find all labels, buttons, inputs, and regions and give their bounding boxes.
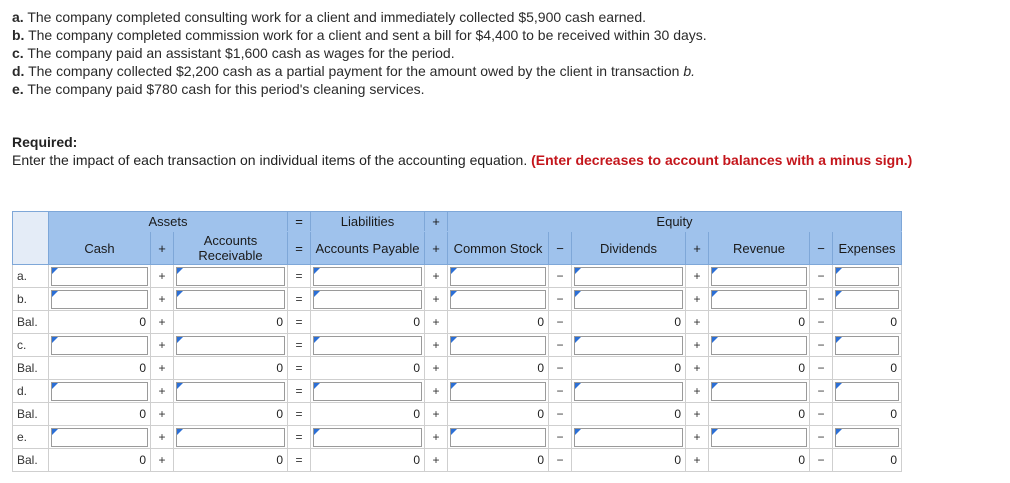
- input-marker-icon: [836, 268, 842, 274]
- eq-operator: =: [288, 380, 311, 403]
- input-marker-icon: [314, 291, 320, 297]
- cash-input[interactable]: [51, 290, 148, 309]
- input-marker-icon: [177, 429, 183, 435]
- transaction-row: [13, 426, 902, 449]
- accounts-payable-balance: 0: [311, 403, 425, 426]
- accounts-receivable-input[interactable]: [176, 267, 285, 286]
- plus-operator: +: [425, 380, 448, 403]
- minus-operator: −: [810, 380, 833, 403]
- revenue-cell: [709, 265, 810, 288]
- minus-op-header: −: [549, 232, 572, 265]
- eq-operator: =: [288, 449, 311, 472]
- accounts-payable-header: Accounts Payable: [311, 232, 425, 265]
- minus-operator: −: [549, 357, 572, 380]
- input-marker-icon: [575, 268, 581, 274]
- row-label: b.: [13, 288, 49, 311]
- revenue-input[interactable]: [711, 428, 807, 447]
- expenses-input[interactable]: [835, 428, 899, 447]
- plus-op-header: +: [425, 232, 448, 265]
- revenue-cell: [709, 426, 810, 449]
- input-marker-icon: [177, 268, 183, 274]
- cash-input[interactable]: [51, 267, 148, 286]
- expenses-cell: [833, 265, 902, 288]
- accounts-payable-input[interactable]: [313, 290, 422, 309]
- expenses-input[interactable]: [835, 290, 899, 309]
- minus-operator: −: [549, 311, 572, 334]
- accounts-receivable-balance: 0: [174, 449, 288, 472]
- transaction-list: [12, 8, 707, 98]
- revenue-cell: [709, 288, 810, 311]
- input-marker-icon: [712, 429, 718, 435]
- plus-op-header: +: [151, 232, 174, 265]
- expenses-cell: [833, 426, 902, 449]
- plus-op-header: +: [686, 232, 709, 265]
- minus-operator: −: [810, 265, 833, 288]
- transaction-row: [13, 380, 902, 403]
- revenue-input[interactable]: [711, 382, 807, 401]
- input-marker-icon: [575, 429, 581, 435]
- accounts-receivable-cell: [174, 334, 288, 357]
- minus-operator: −: [810, 403, 833, 426]
- common-stock-input[interactable]: [450, 382, 546, 401]
- expenses-balance: 0: [833, 311, 902, 334]
- revenue-balance: 0: [709, 403, 810, 426]
- dividends-balance: 0: [572, 311, 686, 334]
- plus-operator: +: [425, 449, 448, 472]
- minus-operator: −: [810, 288, 833, 311]
- plus-operator: +: [151, 403, 174, 426]
- dividends-input[interactable]: [574, 382, 683, 401]
- revenue-cell: [709, 380, 810, 403]
- accounts-receivable-input[interactable]: [176, 428, 285, 447]
- expenses-input[interactable]: [835, 336, 899, 355]
- input-marker-icon: [575, 337, 581, 343]
- dividends-cell: [572, 334, 686, 357]
- instruction-text: Enter the impact of each transaction on individual items of the accounting equation.: [12, 152, 528, 168]
- accounts-payable-cell: [311, 426, 425, 449]
- plus-operator: +: [151, 311, 174, 334]
- input-marker-icon: [314, 383, 320, 389]
- input-marker-icon: [712, 268, 718, 274]
- minus-operator: −: [810, 334, 833, 357]
- plus-operator: +: [686, 449, 709, 472]
- equals-op-header: =: [288, 232, 311, 265]
- common-stock-balance: 0: [448, 403, 549, 426]
- accounts-receivable-input[interactable]: [176, 290, 285, 309]
- accounts-payable-input[interactable]: [313, 382, 422, 401]
- plus-operator: +: [686, 357, 709, 380]
- plus-operator: +: [686, 311, 709, 334]
- row-label: Bal.: [13, 311, 49, 334]
- plus-operator: +: [425, 265, 448, 288]
- transaction-row: [13, 265, 902, 288]
- row-label: Bal.: [13, 449, 49, 472]
- cash-cell: [49, 426, 151, 449]
- row-label: d.: [13, 380, 49, 403]
- accounts-receivable-input[interactable]: [176, 382, 285, 401]
- expenses-balance: 0: [833, 449, 902, 472]
- input-marker-icon: [451, 268, 457, 274]
- common-stock-input[interactable]: [450, 428, 546, 447]
- minus-operator: −: [549, 426, 572, 449]
- revenue-balance: 0: [709, 357, 810, 380]
- plus-operator: +: [686, 334, 709, 357]
- input-marker-icon: [177, 383, 183, 389]
- row-label: Bal.: [13, 357, 49, 380]
- dividends-cell: [572, 288, 686, 311]
- revenue-input[interactable]: [711, 267, 807, 286]
- transaction-label: d.: [12, 63, 25, 79]
- cash-input[interactable]: [51, 336, 148, 355]
- eq-operator: =: [288, 357, 311, 380]
- minus-operator: −: [810, 426, 833, 449]
- accounts-payable-balance: 0: [311, 311, 425, 334]
- required-section: [12, 133, 972, 169]
- row-label: c.: [13, 334, 49, 357]
- transaction-d: [12, 62, 707, 80]
- input-marker-icon: [451, 429, 457, 435]
- input-marker-icon: [575, 383, 581, 389]
- plus-operator: +: [151, 265, 174, 288]
- dividends-balance: 0: [572, 357, 686, 380]
- plus-operator: +: [151, 449, 174, 472]
- accounts-receivable-balance: 0: [174, 311, 288, 334]
- revenue-input[interactable]: [711, 336, 807, 355]
- plus-operator: +: [151, 288, 174, 311]
- common-stock-balance: 0: [448, 357, 549, 380]
- accounts-payable-cell: [311, 265, 425, 288]
- liabilities-header: Liabilities: [311, 212, 425, 232]
- dividends-header: Dividends: [572, 232, 686, 265]
- cash-header: Cash: [49, 232, 151, 265]
- dividends-input[interactable]: [574, 290, 683, 309]
- accounts-receivable-balance: 0: [174, 403, 288, 426]
- plus-operator: +: [151, 380, 174, 403]
- common-stock-balance: 0: [448, 311, 549, 334]
- cash-balance: 0: [49, 311, 151, 334]
- assets-header: Assets: [49, 212, 288, 232]
- cash-balance: 0: [49, 449, 151, 472]
- accounts-payable-cell: [311, 334, 425, 357]
- expenses-header: Expenses: [833, 232, 902, 265]
- row-label: Bal.: [13, 403, 49, 426]
- transaction-text: The company paid an assistant $1,600 cash as wages for the period.: [27, 45, 455, 61]
- plus-operator: +: [425, 426, 448, 449]
- equation-rows: [13, 265, 902, 472]
- dividends-balance: 0: [572, 403, 686, 426]
- revenue-balance: 0: [709, 311, 810, 334]
- input-marker-icon: [314, 429, 320, 435]
- accounts-receivable-balance: 0: [174, 357, 288, 380]
- eq-operator: =: [288, 311, 311, 334]
- dividends-input[interactable]: [574, 336, 683, 355]
- accounts-payable-input[interactable]: [313, 428, 422, 447]
- balance-row: [13, 403, 902, 426]
- header-row-label: [13, 212, 49, 265]
- plus-operator: +: [425, 403, 448, 426]
- eq-operator: =: [288, 403, 311, 426]
- required-instruction: [12, 151, 972, 169]
- eq-operator: =: [288, 265, 311, 288]
- balance-row: [13, 357, 902, 380]
- common-stock-input[interactable]: [450, 336, 546, 355]
- dividends-cell: [572, 265, 686, 288]
- transaction-text: The company completed consulting work for a client and immediately collected $5,900 cash earned.: [27, 9, 647, 25]
- input-marker-icon: [314, 268, 320, 274]
- plus-operator: +: [686, 426, 709, 449]
- plus-operator: +: [151, 357, 174, 380]
- row-label: e.: [13, 426, 49, 449]
- input-marker-icon: [712, 337, 718, 343]
- plus-operator: +: [425, 334, 448, 357]
- plus-operator: +: [151, 426, 174, 449]
- input-marker-icon: [712, 383, 718, 389]
- accounts-payable-input[interactable]: [313, 336, 422, 355]
- revenue-cell: [709, 334, 810, 357]
- cash-input[interactable]: [51, 428, 148, 447]
- minus-operator: −: [549, 288, 572, 311]
- input-marker-icon: [836, 291, 842, 297]
- eq-operator: =: [288, 334, 311, 357]
- eq-operator: =: [288, 288, 311, 311]
- transaction-c: [12, 44, 707, 62]
- expenses-balance: 0: [833, 403, 902, 426]
- expenses-cell: [833, 380, 902, 403]
- transaction-label: b.: [12, 27, 25, 43]
- plus-operator: +: [686, 288, 709, 311]
- expenses-input[interactable]: [835, 267, 899, 286]
- input-marker-icon: [52, 268, 58, 274]
- minus-operator: −: [549, 449, 572, 472]
- plus-operator: +: [425, 311, 448, 334]
- balance-row: [13, 311, 902, 334]
- cash-cell: [49, 334, 151, 357]
- dividends-cell: [572, 380, 686, 403]
- equals-header: =: [288, 212, 311, 232]
- transaction-text: The company completed commission work for a client and sent a bill for $4,400 to be received within 30 days.: [28, 27, 707, 43]
- input-marker-icon: [451, 383, 457, 389]
- eq-operator: =: [288, 426, 311, 449]
- cash-input[interactable]: [51, 382, 148, 401]
- input-marker-icon: [52, 429, 58, 435]
- minus-operator: −: [810, 311, 833, 334]
- common-stock-cell: [448, 334, 549, 357]
- common-stock-cell: [448, 288, 549, 311]
- accounts-receivable-header: Accounts Receivable: [174, 232, 288, 265]
- plus-operator: +: [686, 380, 709, 403]
- cash-balance: 0: [49, 357, 151, 380]
- plus-operator: +: [425, 288, 448, 311]
- accounts-payable-cell: [311, 380, 425, 403]
- common-stock-input[interactable]: [450, 290, 546, 309]
- input-marker-icon: [314, 337, 320, 343]
- accounts-receivable-cell: [174, 380, 288, 403]
- transaction-label: e.: [12, 81, 24, 97]
- transaction-row: [13, 334, 902, 357]
- accounts-payable-balance: 0: [311, 449, 425, 472]
- input-marker-icon: [52, 337, 58, 343]
- minus-op-header: −: [810, 232, 833, 265]
- plus-operator: +: [686, 265, 709, 288]
- transaction-text: The company collected $2,200 cash as a partial payment for the amount owed by the client in transaction: [28, 63, 680, 79]
- plus-operator: +: [686, 403, 709, 426]
- common-stock-cell: [448, 426, 549, 449]
- input-marker-icon: [712, 291, 718, 297]
- common-stock-cell: [448, 265, 549, 288]
- equity-header: Equity: [448, 212, 902, 232]
- dividends-cell: [572, 426, 686, 449]
- common-stock-balance: 0: [448, 449, 549, 472]
- minus-operator: −: [549, 380, 572, 403]
- expenses-balance: 0: [833, 357, 902, 380]
- minus-operator: −: [810, 357, 833, 380]
- accounts-receivable-cell: [174, 288, 288, 311]
- input-marker-icon: [52, 383, 58, 389]
- input-marker-icon: [451, 337, 457, 343]
- plus-header: +: [425, 212, 448, 232]
- transaction-a: [12, 8, 707, 26]
- accounts-payable-balance: 0: [311, 357, 425, 380]
- cash-cell: [49, 380, 151, 403]
- input-marker-icon: [575, 291, 581, 297]
- transaction-text: The company paid $780 cash for this period's cleaning services.: [27, 81, 425, 97]
- input-marker-icon: [836, 429, 842, 435]
- cash-cell: [49, 288, 151, 311]
- transaction-label: c.: [12, 45, 24, 61]
- dividends-balance: 0: [572, 449, 686, 472]
- required-title: Required:: [12, 134, 78, 150]
- common-stock-cell: [448, 380, 549, 403]
- input-marker-icon: [177, 291, 183, 297]
- transaction-b: [12, 26, 707, 44]
- expenses-cell: [833, 288, 902, 311]
- minus-operator: −: [549, 265, 572, 288]
- revenue-balance: 0: [709, 449, 810, 472]
- input-marker-icon: [451, 291, 457, 297]
- transaction-reference: b.: [683, 63, 696, 79]
- balance-row: [13, 449, 902, 472]
- plus-operator: +: [425, 357, 448, 380]
- accounts-payable-cell: [311, 288, 425, 311]
- accounts-payable-input[interactable]: [313, 267, 422, 286]
- cash-balance: 0: [49, 403, 151, 426]
- input-marker-icon: [177, 337, 183, 343]
- common-stock-header: Common Stock: [448, 232, 549, 265]
- plus-operator: +: [151, 334, 174, 357]
- expenses-cell: [833, 334, 902, 357]
- accounts-receivable-cell: [174, 265, 288, 288]
- transaction-e: [12, 80, 707, 98]
- minus-operator: −: [549, 403, 572, 426]
- dividends-input[interactable]: [574, 267, 683, 286]
- revenue-header: Revenue: [709, 232, 810, 265]
- common-stock-input[interactable]: [450, 267, 546, 286]
- instruction-note: (Enter decreases to account balances with a minus sign.): [531, 152, 913, 168]
- accounts-receivable-cell: [174, 426, 288, 449]
- dividends-input[interactable]: [574, 428, 683, 447]
- input-marker-icon: [836, 337, 842, 343]
- accounts-receivable-input[interactable]: [176, 336, 285, 355]
- revenue-input[interactable]: [711, 290, 807, 309]
- input-marker-icon: [836, 383, 842, 389]
- accounting-equation-table: [12, 211, 902, 472]
- expenses-input[interactable]: [835, 382, 899, 401]
- cash-cell: [49, 265, 151, 288]
- minus-operator: −: [810, 449, 833, 472]
- transaction-row: [13, 288, 902, 311]
- transaction-label: a.: [12, 9, 24, 25]
- row-label: a.: [13, 265, 49, 288]
- minus-operator: −: [549, 334, 572, 357]
- input-marker-icon: [52, 291, 58, 297]
